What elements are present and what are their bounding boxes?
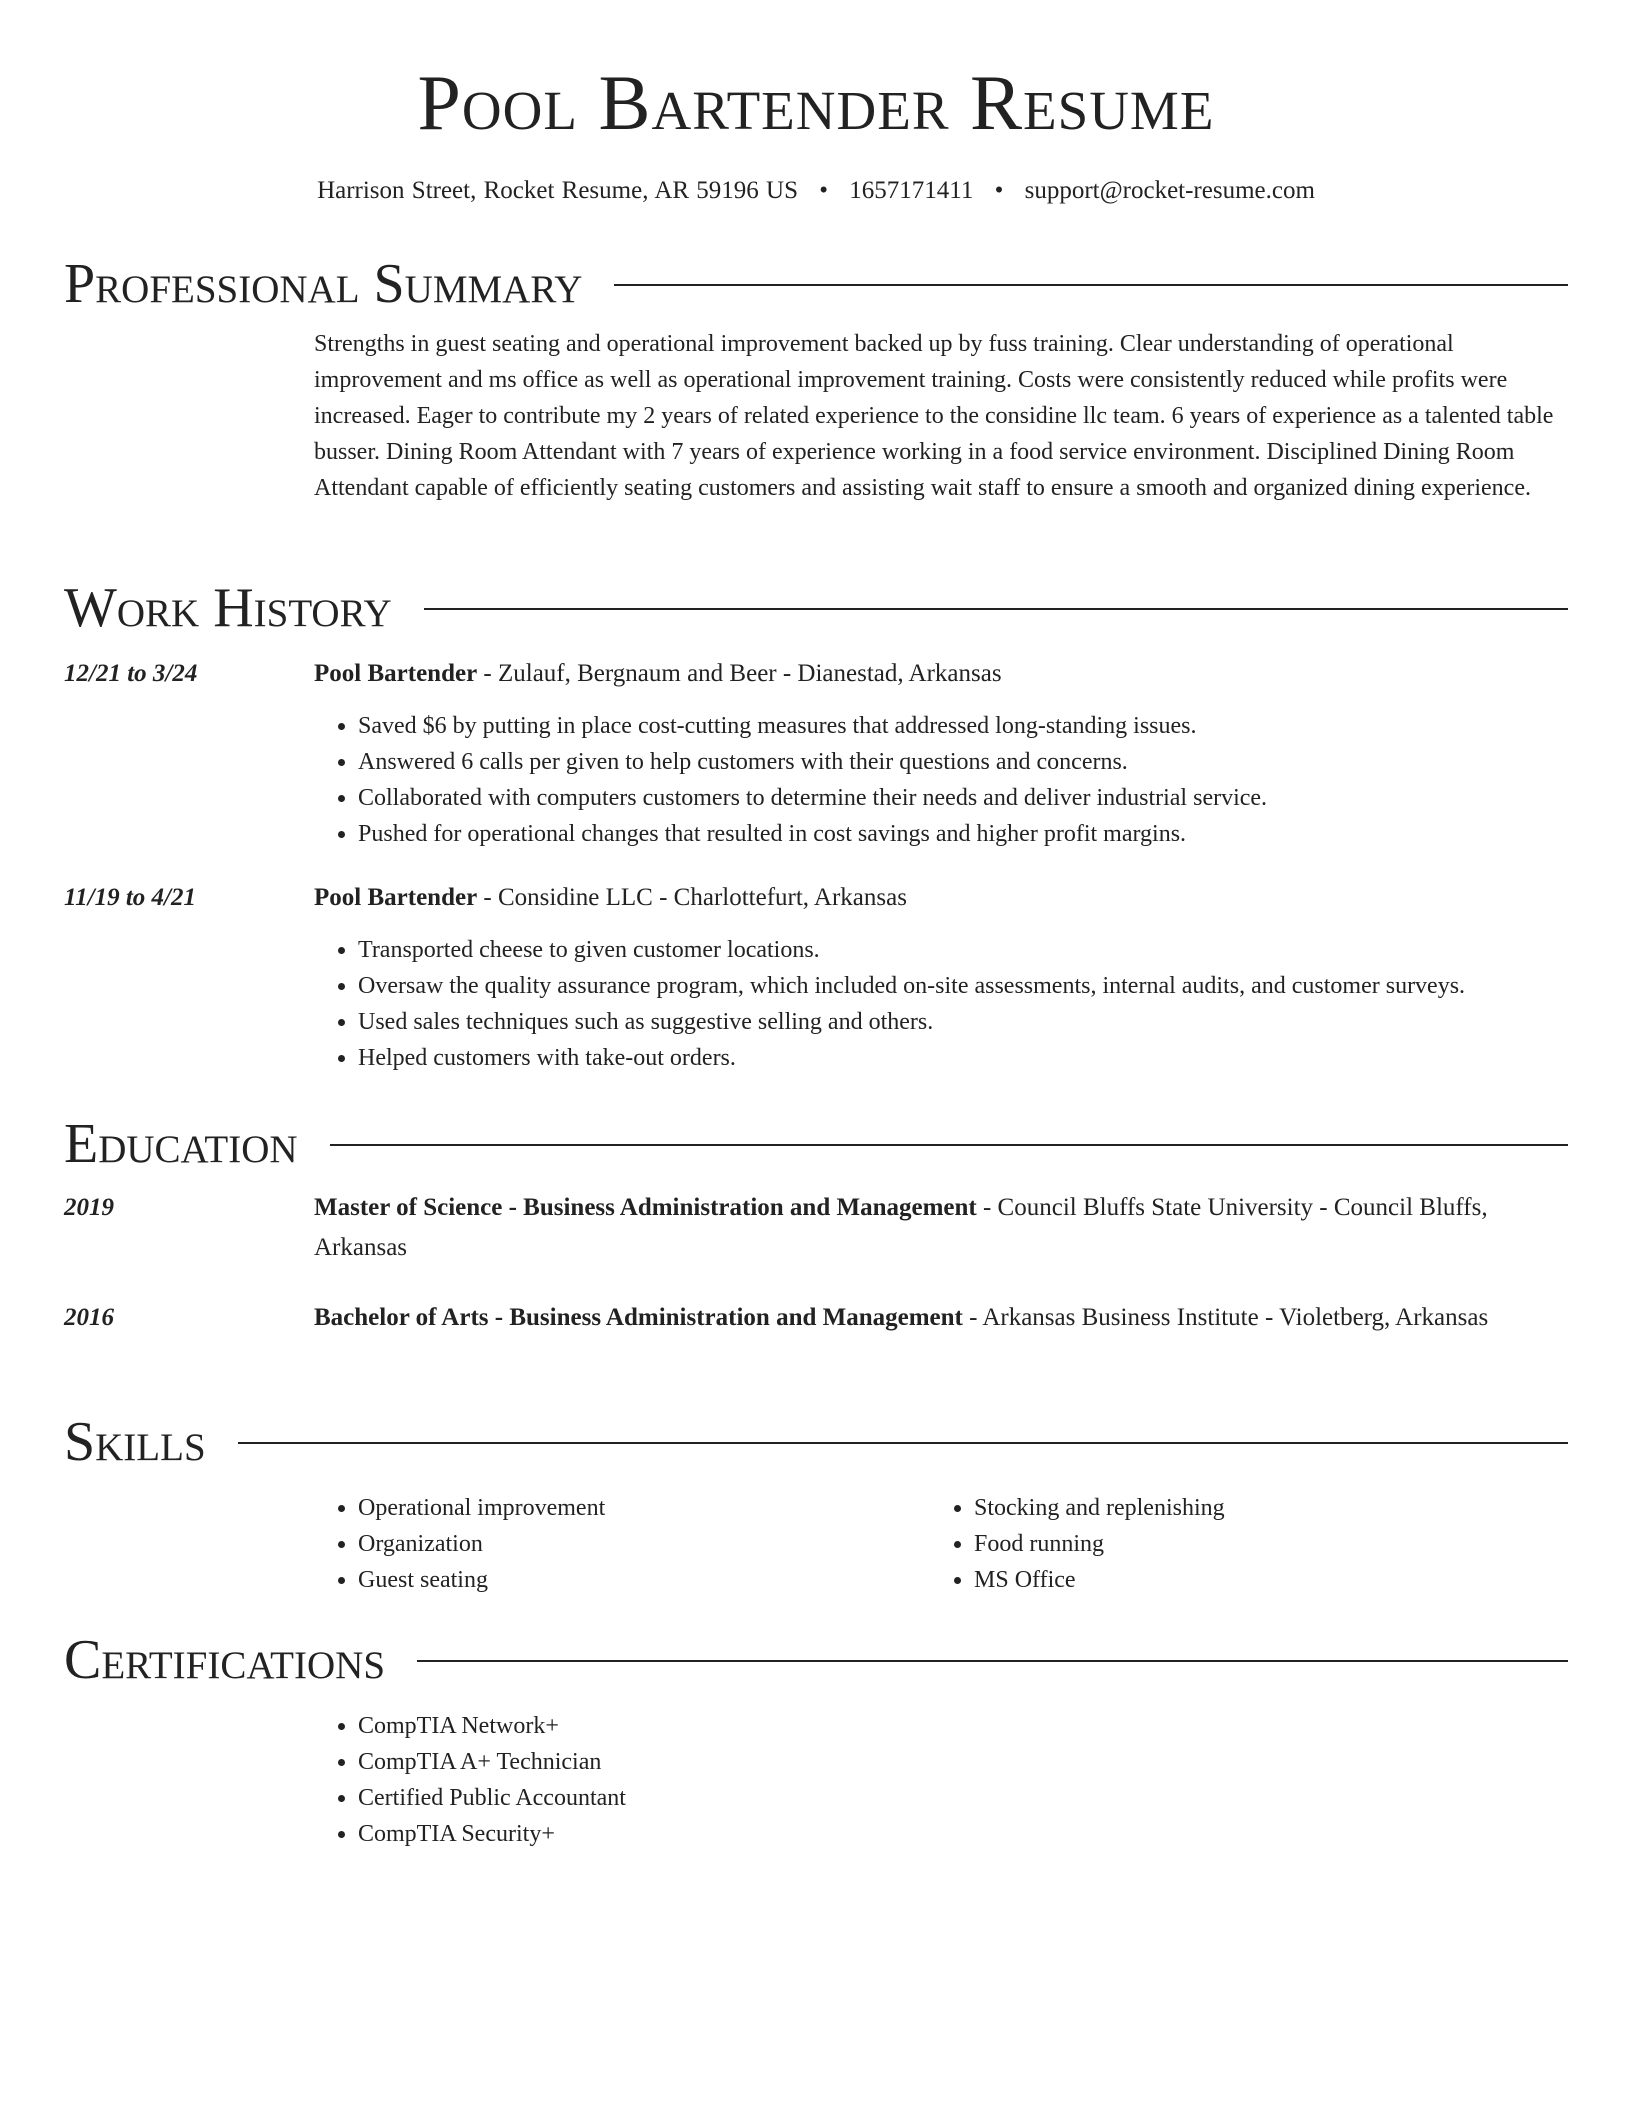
job-title: Pool Bartender bbox=[314, 884, 478, 911]
phone: 1657171411 bbox=[849, 177, 974, 204]
list-item: • Organization bbox=[358, 1526, 930, 1562]
job-heading bbox=[314, 878, 1568, 918]
school-details: - Arkansas Business Institute - Violetberg, Arkansas bbox=[962, 1304, 1489, 1331]
job-dates: 12/21 to 3/24 bbox=[64, 660, 198, 687]
list-item: • CompTIA Security+ bbox=[358, 1816, 1568, 1852]
degree: Bachelor of Arts - Business Administration and Management bbox=[314, 1304, 963, 1331]
job-title: Pool Bartender bbox=[314, 660, 478, 687]
section-title: Skills bbox=[64, 1411, 206, 1473]
list-item: • Used sales techniques such as suggestive selling and others. bbox=[358, 1004, 1568, 1040]
section-title: Education bbox=[64, 1113, 298, 1175]
skills-column-left bbox=[314, 1490, 930, 1598]
section-header bbox=[64, 1112, 1568, 1176]
summary-section bbox=[64, 252, 1568, 506]
address: Harrison Street, Rocket Resume, AR 59196 US bbox=[317, 177, 799, 204]
skills-grid bbox=[314, 1490, 1568, 1598]
section-title: Professional Summary bbox=[64, 253, 583, 315]
job-heading bbox=[314, 654, 1568, 694]
education-entry bbox=[64, 1188, 1568, 1268]
education-body bbox=[314, 1298, 1568, 1338]
section-title: Certifications bbox=[64, 1629, 386, 1691]
certifications-bullets bbox=[314, 1708, 1568, 1852]
job-details: - Zulauf, Bergnaum and Beer - Dianestad, Arkansas bbox=[477, 660, 1002, 687]
section-title: Work History bbox=[64, 577, 392, 639]
list-item: • Saved $6 by putting in place cost-cutting measures that addressed long-standing issues. bbox=[358, 708, 1568, 744]
list-item: • Certified Public Accountant bbox=[358, 1780, 1568, 1816]
section-divider bbox=[238, 1442, 1568, 1444]
list-item: • MS Office bbox=[974, 1562, 1546, 1598]
list-item: • Helped customers with take-out orders. bbox=[358, 1040, 1568, 1076]
list-item: • Oversaw the quality assurance program, which included on-site assessments, internal audits, and customer surveys. bbox=[358, 968, 1568, 1004]
list-item: • Operational improvement bbox=[358, 1490, 930, 1526]
certifications-section bbox=[64, 1628, 1568, 1852]
job-dates: 11/19 to 4/21 bbox=[64, 884, 196, 911]
contact-line bbox=[0, 176, 1632, 206]
education-year: 2019 bbox=[64, 1194, 114, 1221]
list-item: • Collaborated with computers customers to determine their needs and deliver industrial service. bbox=[358, 780, 1568, 816]
list-item: • Transported cheese to given customer locations. bbox=[358, 932, 1568, 968]
school-details: - Council Bluffs State University - Council Bluffs, Arkansas bbox=[314, 1194, 1488, 1261]
section-divider bbox=[424, 608, 1568, 610]
page-title: Pool Bartender Resume bbox=[417, 59, 1215, 146]
education-body bbox=[314, 1188, 1568, 1268]
list-item: • Guest seating bbox=[358, 1562, 930, 1598]
job-entry bbox=[64, 878, 1568, 1076]
email: support@rocket-resume.com bbox=[1024, 177, 1315, 204]
list-item: • Answered 6 calls per given to help customers with their questions and concerns. bbox=[358, 744, 1568, 780]
list-item: • Stocking and replenishing bbox=[974, 1490, 1546, 1526]
education-entry bbox=[64, 1298, 1568, 1338]
job-details: - Considine LLC - Charlottefurt, Arkansas bbox=[477, 884, 907, 911]
skills-column-right bbox=[930, 1490, 1546, 1598]
summary-text: Strengths in guest seating and operational improvement backed up by fuss training. Clear understanding of operational improvement and ms office as well as operational improvement training. Costs were consistently reduced while profits were increased. Eager to contribute my 2 years of related experience to the considine llc team. 6 years of experience as a talented table busser. Dining Room Attendant with 7 years of experience working in a food service environment. Disciplined Dining Room Attendant capable of efficiently seating customers and assisting wait staff to ensure a smooth and organized dining experience. bbox=[314, 331, 1554, 501]
job-bullets bbox=[314, 932, 1568, 1076]
list-item: • Pushed for operational changes that resulted in cost savings and higher profit margins. bbox=[358, 816, 1568, 852]
separator-dot: • bbox=[994, 177, 1004, 204]
list-item: • CompTIA Network+ bbox=[358, 1708, 1568, 1744]
list-item: • CompTIA A+ Technician bbox=[358, 1744, 1568, 1780]
skills-section bbox=[64, 1410, 1568, 1598]
certifications-list bbox=[314, 1708, 1568, 1852]
section-header bbox=[64, 1628, 1568, 1692]
education-section bbox=[64, 1112, 1568, 1338]
separator-dot: • bbox=[819, 177, 829, 204]
job-body bbox=[314, 654, 1568, 852]
degree: Master of Science - Business Administration and Management bbox=[314, 1194, 977, 1221]
job-bullets bbox=[314, 708, 1568, 852]
work-history-section bbox=[64, 576, 1568, 1076]
job-body bbox=[314, 878, 1568, 1076]
section-divider bbox=[614, 284, 1568, 286]
resume-header bbox=[0, 60, 1632, 206]
section-divider bbox=[330, 1144, 1568, 1146]
section-divider bbox=[417, 1660, 1568, 1662]
section-header bbox=[64, 252, 1568, 316]
section-header bbox=[64, 576, 1568, 640]
section-header bbox=[64, 1410, 1568, 1474]
education-year: 2016 bbox=[64, 1304, 114, 1331]
list-item: • Food running bbox=[974, 1526, 1546, 1562]
job-entry bbox=[64, 654, 1568, 852]
